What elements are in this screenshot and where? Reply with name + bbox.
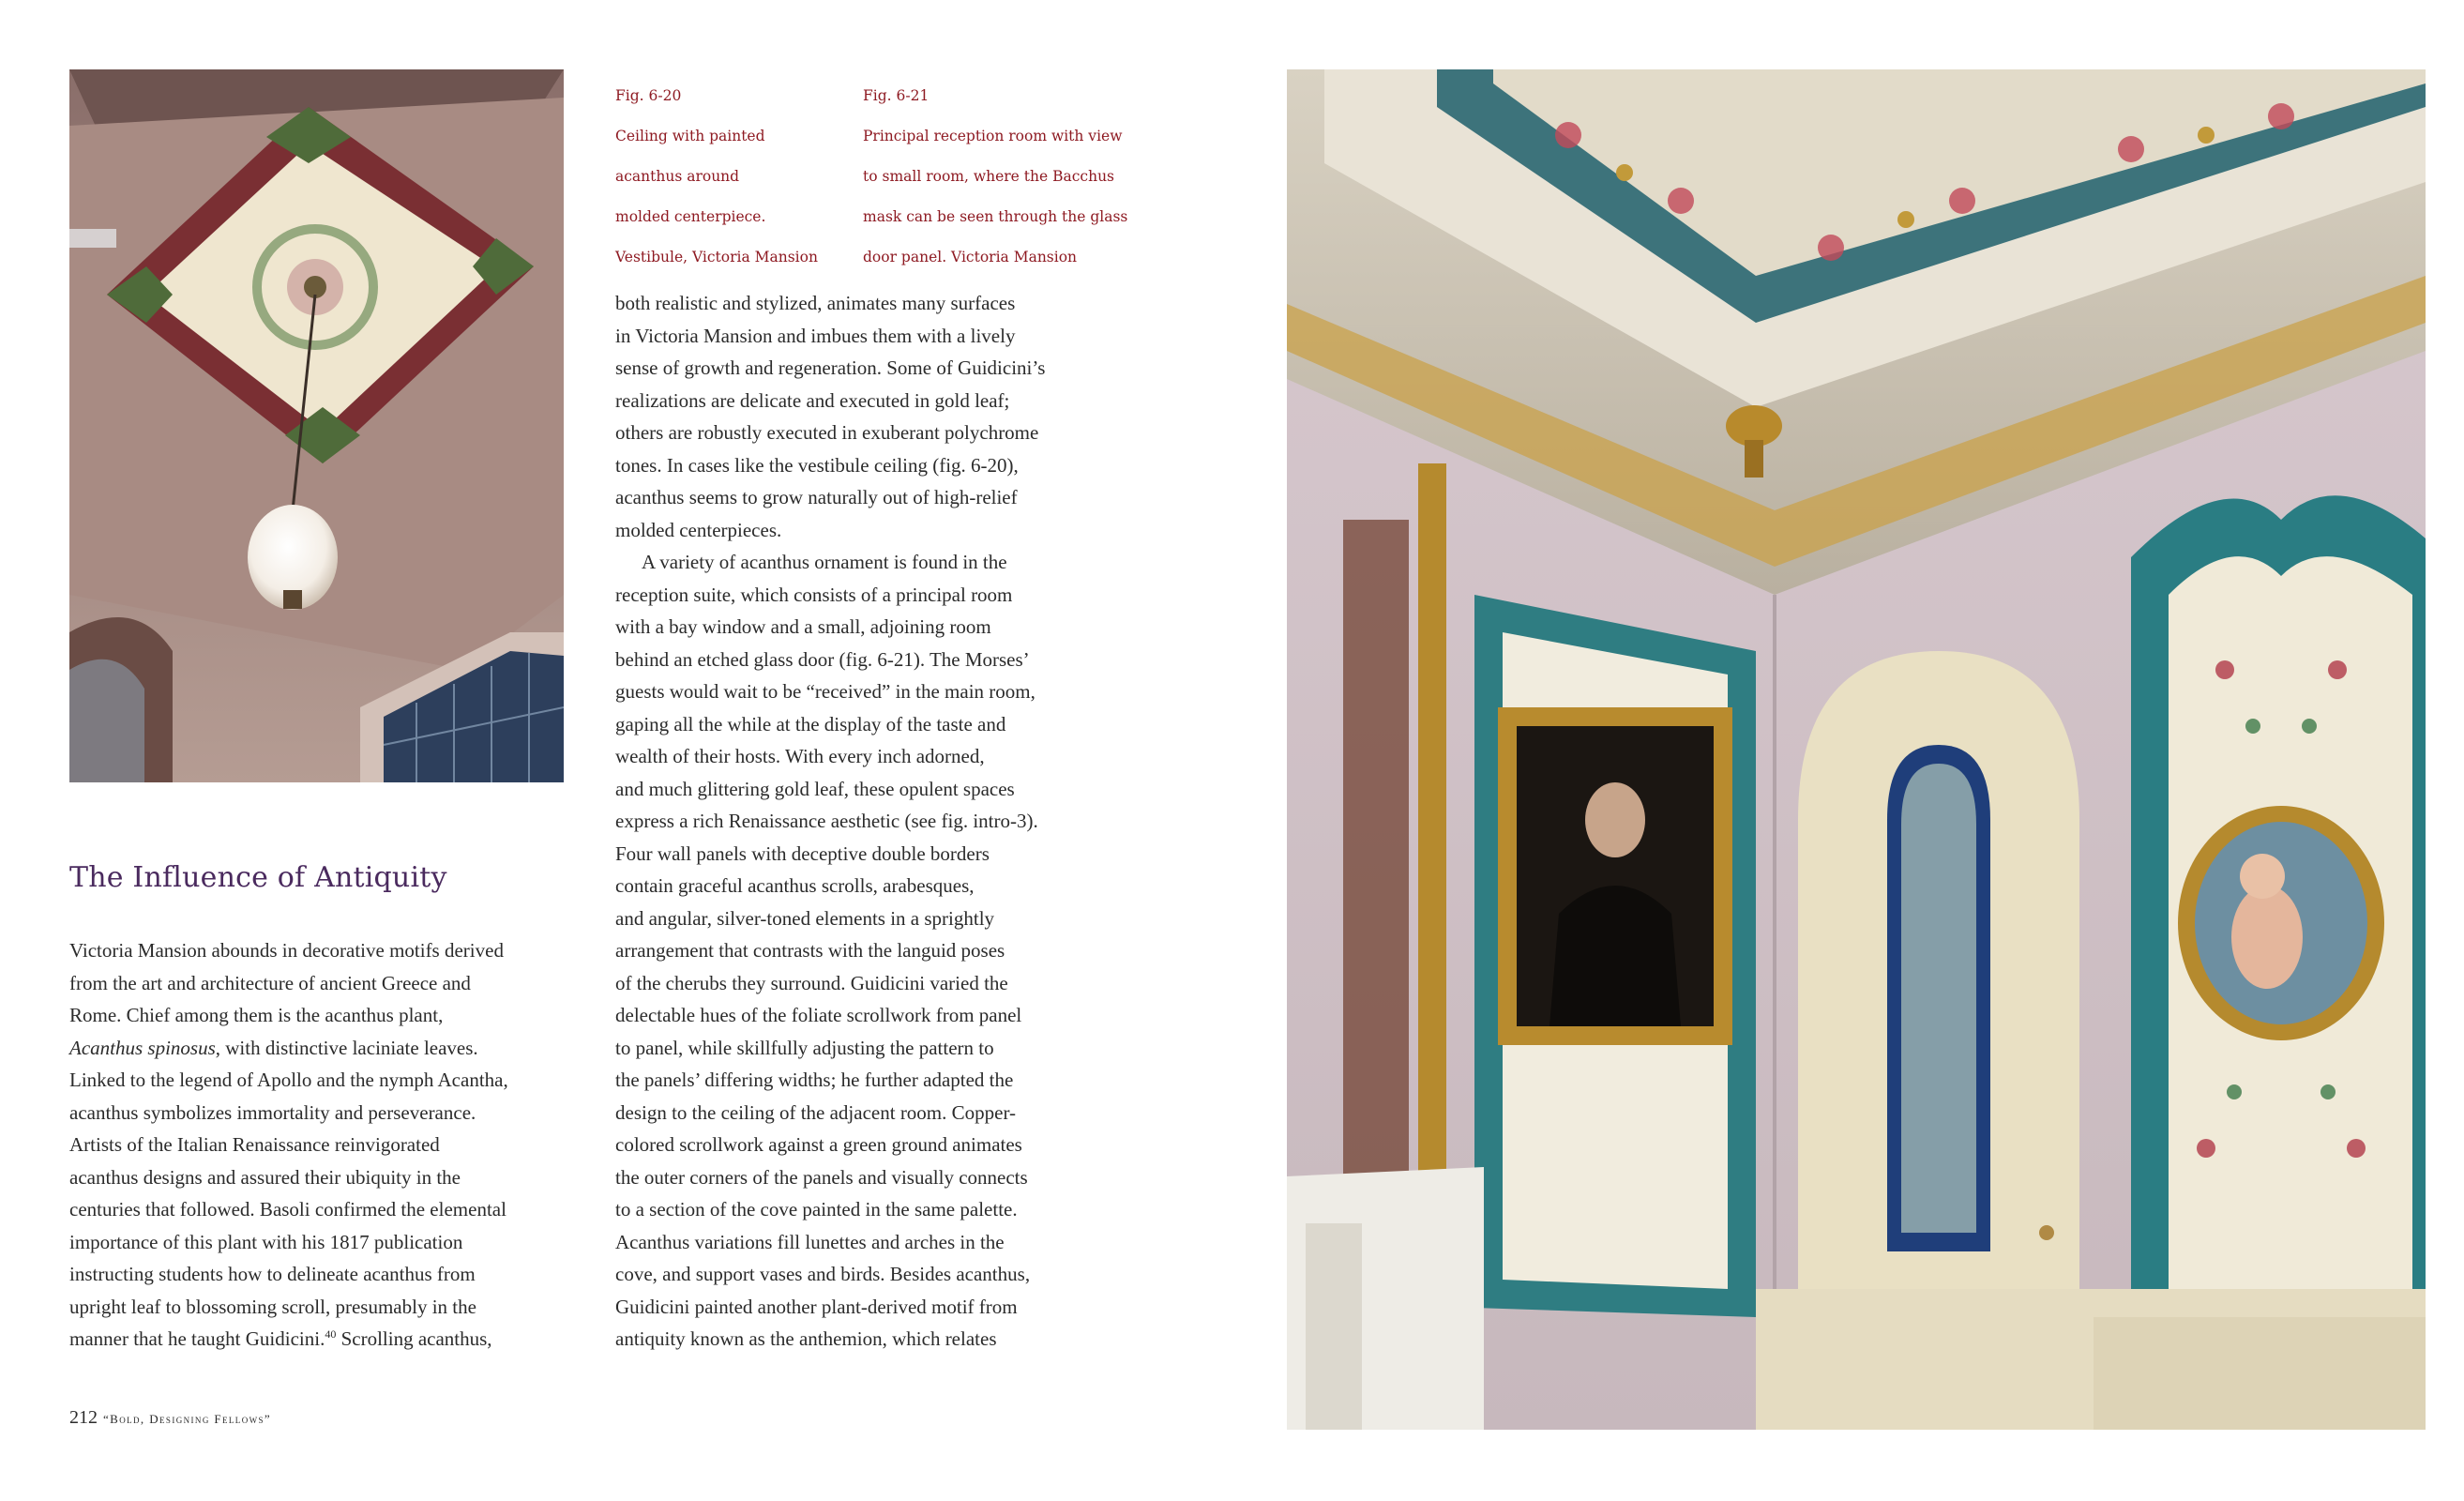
- figure-number: Fig. 6-20: [615, 86, 682, 104]
- text-segment: manner that he taught Guidicini.: [69, 1327, 325, 1350]
- text-line: with a bay window and a small, adjoining room: [615, 615, 991, 638]
- text-line: importance of this plant with his 1817 publication: [69, 1230, 463, 1253]
- text-line: guests would wait to be “received” in the main room,: [615, 680, 1035, 703]
- paragraph: [615, 546, 1122, 1356]
- text-line: the panels’ differing widths; he further adapted the: [615, 1069, 1014, 1091]
- middle-body-column: [615, 287, 1122, 1356]
- text-line: contain graceful acanthus scrolls, arabesques,: [615, 874, 975, 897]
- text-line: [69, 1323, 576, 1356]
- text-line: reception suite, which consists of a principal room: [615, 583, 1013, 606]
- text-line: Victoria Mansion abounds in decorative motifs derived: [69, 939, 504, 962]
- text-line: acanthus seems to grow naturally out of high-relief: [615, 486, 1018, 508]
- reception-room-photo: [1287, 69, 2426, 1430]
- text-line: gaping all the while at the display of the taste and: [615, 712, 1006, 735]
- left-body-column: [69, 934, 576, 1356]
- text-line: A variety of acanthus ornament is found in the: [642, 551, 1007, 573]
- text-line: tones. In cases like the vestibule ceiling (fig. 6-20),: [615, 453, 1019, 477]
- page-footer: [69, 1407, 271, 1429]
- text-line: design to the ceiling of the adjacent room. Copper-: [615, 1100, 1017, 1124]
- caption-line: mask can be seen through the glass: [863, 207, 1128, 225]
- text-line: to a section of the cove painted in the same palette.: [615, 1198, 1018, 1221]
- text-line: and angular, silver-toned elements in a sprightly: [615, 906, 995, 930]
- text-line: behind an etched glass door (fig. 6-21). The Morses’: [615, 647, 1030, 671]
- footnote-ref[interactable]: 40: [325, 1327, 337, 1341]
- caption-line: Vestibule, Victoria Mansion: [615, 248, 818, 265]
- caption-line: acanthus around: [615, 167, 740, 185]
- text-line: to panel, while skillfully adjusting the pattern to: [615, 1036, 994, 1059]
- text-line-italic: Acanthus spinosus, with distinctive laciniate leaves.: [69, 1036, 478, 1059]
- text-line: cove, and support vases and birds. Besides acanthus,: [615, 1263, 1031, 1285]
- text-line: antiquity known as the anthemion, which relates: [615, 1327, 997, 1350]
- text-line: Artists of the Italian Renaissance reinvigorated: [69, 1133, 440, 1156]
- text-line: arrangement that contrasts with the languid poses: [615, 939, 1005, 962]
- text-segment: Scrolling acanthus,: [336, 1327, 492, 1350]
- text-line: others are robustly executed in exuberant polychrome: [615, 421, 1039, 444]
- text-line: wealth of their hosts. With every inch adorned,: [615, 745, 985, 767]
- caption-line: to small room, where the Bacchus: [863, 167, 1115, 185]
- caption-line: molded centerpiece.: [615, 207, 766, 225]
- figure-number: Fig. 6-21: [863, 86, 930, 104]
- text-line: the outer corners of the panels and visually connects: [615, 1165, 1028, 1189]
- text-line: colored scrollwork against a green ground animates: [615, 1133, 1022, 1156]
- paragraph: [615, 287, 1122, 546]
- text-line: acanthus symbolizes immortality and perseverance.: [69, 1100, 476, 1124]
- caption-line: door panel. Victoria Mansion: [863, 248, 1078, 265]
- text-line: from the art and architecture of ancient Greece and: [69, 971, 471, 994]
- caption-line: Ceiling with painted: [615, 127, 765, 144]
- figure-caption-6-21: [863, 66, 1135, 288]
- text-line: molded centerpieces.: [615, 518, 782, 541]
- text-line: Linked to the legend of Apollo and the nymph Acantha,: [69, 1069, 508, 1091]
- text-line: delectable hues of the foliate scrollwork from panel: [615, 1004, 1022, 1026]
- text-line: upright leaf to blossoming scroll, presumably in the: [69, 1295, 476, 1318]
- section-heading: The Influence of Antiquity: [69, 861, 447, 894]
- text-line: Rome. Chief among them is the acanthus plant,: [69, 1004, 444, 1026]
- figure-caption-6-20: [615, 66, 831, 288]
- text-line: both realistic and stylized, animates many surfaces: [615, 292, 1016, 314]
- text-line: of the cherubs they surround. Guidicini varied the: [615, 971, 1008, 994]
- text-line: express a rich Renaissance aesthetic (see fig. intro-3).: [615, 810, 1038, 832]
- text-line: Guidicini painted another plant-derived motif from: [615, 1295, 1018, 1318]
- text-line: instructing students how to delineate acanthus from: [69, 1263, 476, 1285]
- running-head: “Bold, Designing Fellows”: [103, 1412, 272, 1426]
- page-number: 212: [69, 1407, 98, 1428]
- text-line: Four wall panels with deceptive double borders: [615, 841, 990, 865]
- text-line: centuries that followed. Basoli confirmed the elemental: [69, 1198, 506, 1221]
- text-line: in Victoria Mansion and imbues them with a lively: [615, 324, 1016, 347]
- text-line: and much glittering gold leaf, these opulent spaces: [615, 777, 1015, 800]
- caption-line: Principal reception room with view: [863, 127, 1123, 144]
- text-line: sense of growth and regeneration. Some of Guidicini’s: [615, 356, 1046, 379]
- text-line: acanthus designs and assured their ubiquity in the: [69, 1165, 461, 1189]
- vestibule-ceiling-photo: [69, 69, 564, 782]
- text-line: Acanthus variations fill lunettes and arches in the: [615, 1230, 1005, 1253]
- text-line: realizations are delicate and executed in gold leaf;: [615, 388, 1010, 412]
